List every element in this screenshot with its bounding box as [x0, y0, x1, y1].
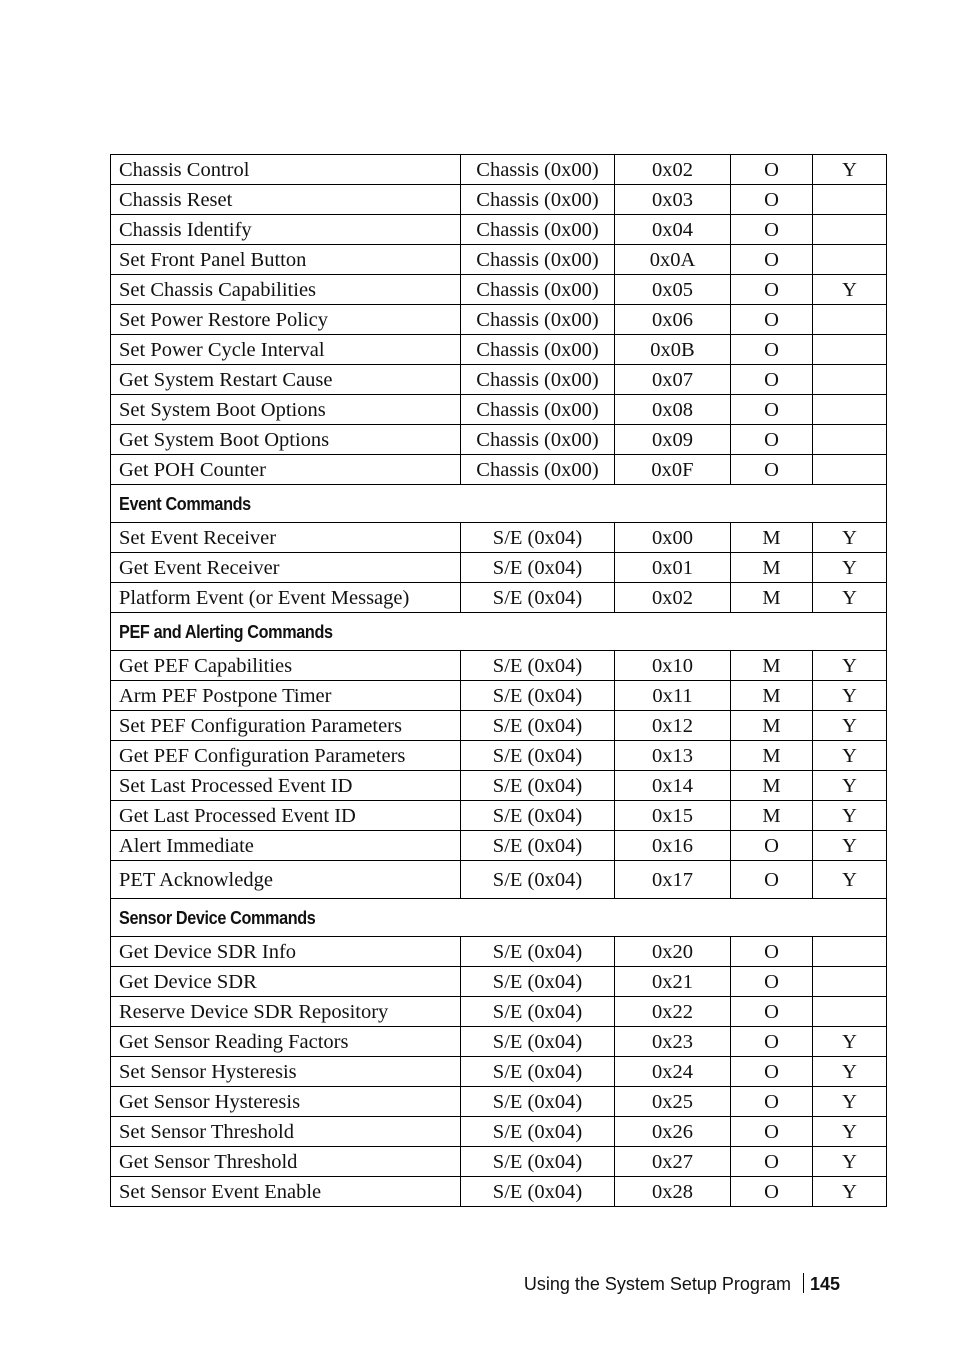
table-row: [111, 681, 887, 711]
netfn-cell: S/E (0x04): [461, 1147, 615, 1177]
netfn-cell: Chassis (0x00): [461, 395, 615, 425]
netfn-cell: S/E (0x04): [461, 801, 615, 831]
table-row: [111, 365, 887, 395]
section-heading-text: PEF and Alerting Commands: [119, 621, 333, 642]
requirement-cell: O: [731, 1117, 813, 1147]
command-code-cell: 0x21: [615, 967, 731, 997]
command-code-cell: 0x00: [615, 523, 731, 553]
supported-cell: Y: [813, 1027, 887, 1057]
command-code-cell: 0x16: [615, 831, 731, 861]
supported-cell: [813, 967, 887, 997]
command-code-cell: 0x04: [615, 215, 731, 245]
command-name-cell: Get Last Processed Event ID: [111, 801, 461, 831]
table-row: [111, 425, 887, 455]
command-name-cell: Chassis Reset: [111, 185, 461, 215]
command-code-cell: 0x13: [615, 741, 731, 771]
supported-cell: Y: [813, 741, 887, 771]
section-heading-row: [111, 485, 887, 523]
supported-cell: [813, 455, 887, 485]
command-code-cell: 0x08: [615, 395, 731, 425]
requirement-cell: O: [731, 1087, 813, 1117]
supported-cell: [813, 395, 887, 425]
command-name-cell: Set PEF Configuration Parameters: [111, 711, 461, 741]
table-row: [111, 275, 887, 305]
command-code-cell: 0x14: [615, 771, 731, 801]
supported-cell: Y: [813, 711, 887, 741]
netfn-cell: S/E (0x04): [461, 681, 615, 711]
requirement-cell: O: [731, 997, 813, 1027]
ipmi-command-table: [110, 154, 887, 1207]
netfn-cell: Chassis (0x00): [461, 455, 615, 485]
table-row: [111, 335, 887, 365]
page-footer: [0, 1273, 840, 1295]
command-code-cell: 0x0A: [615, 245, 731, 275]
requirement-cell: O: [731, 275, 813, 305]
supported-cell: [813, 215, 887, 245]
table-row: [111, 997, 887, 1027]
section-heading-text: Event Commands: [119, 493, 251, 514]
command-name-cell: Get Device SDR Info: [111, 937, 461, 967]
command-name-cell: Platform Event (or Event Message): [111, 583, 461, 613]
supported-cell: Y: [813, 553, 887, 583]
netfn-cell: S/E (0x04): [461, 771, 615, 801]
command-code-cell: 0x27: [615, 1147, 731, 1177]
netfn-cell: S/E (0x04): [461, 1027, 615, 1057]
command-code-cell: 0x05: [615, 275, 731, 305]
requirement-cell: O: [731, 305, 813, 335]
command-code-cell: 0x0F: [615, 455, 731, 485]
netfn-cell: Chassis (0x00): [461, 335, 615, 365]
table-row: [111, 937, 887, 967]
requirement-cell: O: [731, 861, 813, 899]
command-code-cell: 0x28: [615, 1177, 731, 1207]
command-name-cell: Set Chassis Capabilities: [111, 275, 461, 305]
command-code-cell: 0x11: [615, 681, 731, 711]
command-code-cell: 0x22: [615, 997, 731, 1027]
netfn-cell: S/E (0x04): [461, 711, 615, 741]
requirement-cell: M: [731, 523, 813, 553]
supported-cell: Y: [813, 1057, 887, 1087]
footer-section-title: Using the System Setup Program: [523, 1274, 791, 1294]
netfn-cell: S/E (0x04): [461, 861, 615, 899]
command-name-cell: Chassis Control: [111, 155, 461, 185]
table-row: [111, 455, 887, 485]
command-code-cell: 0x02: [615, 583, 731, 613]
requirement-cell: M: [731, 741, 813, 771]
supported-cell: Y: [813, 771, 887, 801]
requirement-cell: O: [731, 155, 813, 185]
supported-cell: [813, 335, 887, 365]
requirement-cell: M: [731, 681, 813, 711]
requirement-cell: O: [731, 1147, 813, 1177]
supported-cell: Y: [813, 275, 887, 305]
table-row: [111, 771, 887, 801]
requirement-cell: O: [731, 365, 813, 395]
section-heading-row: [111, 613, 887, 651]
netfn-cell: Chassis (0x00): [461, 365, 615, 395]
requirement-cell: O: [731, 185, 813, 215]
section-heading: [111, 613, 887, 651]
requirement-cell: M: [731, 651, 813, 681]
command-name-cell: Set Sensor Hysteresis: [111, 1057, 461, 1087]
netfn-cell: Chassis (0x00): [461, 245, 615, 275]
netfn-cell: Chassis (0x00): [461, 425, 615, 455]
table-row: [111, 1177, 887, 1207]
command-name-cell: Get Sensor Hysteresis: [111, 1087, 461, 1117]
table-row: [111, 1087, 887, 1117]
table-row: [111, 305, 887, 335]
command-name-cell: Get Sensor Threshold: [111, 1147, 461, 1177]
section-heading-row: [111, 899, 887, 937]
requirement-cell: O: [731, 215, 813, 245]
command-name-cell: Alert Immediate: [111, 831, 461, 861]
table-row: [111, 967, 887, 997]
supported-cell: [813, 305, 887, 335]
netfn-cell: Chassis (0x00): [461, 155, 615, 185]
supported-cell: Y: [813, 861, 887, 899]
table-row: [111, 395, 887, 425]
page-number: 145: [809, 1274, 840, 1294]
command-name-cell: Set Power Restore Policy: [111, 305, 461, 335]
requirement-cell: O: [731, 937, 813, 967]
requirement-cell: O: [731, 1177, 813, 1207]
netfn-cell: S/E (0x04): [461, 651, 615, 681]
supported-cell: Y: [813, 681, 887, 711]
supported-cell: [813, 937, 887, 967]
ipmi-command-table-body: [111, 155, 887, 1207]
requirement-cell: M: [731, 553, 813, 583]
command-name-cell: Set Front Panel Button: [111, 245, 461, 275]
netfn-cell: S/E (0x04): [461, 1087, 615, 1117]
netfn-cell: S/E (0x04): [461, 583, 615, 613]
supported-cell: Y: [813, 1147, 887, 1177]
table-row: [111, 651, 887, 681]
netfn-cell: S/E (0x04): [461, 741, 615, 771]
command-name-cell: Get System Restart Cause: [111, 365, 461, 395]
netfn-cell: S/E (0x04): [461, 1057, 615, 1087]
supported-cell: Y: [813, 523, 887, 553]
table-row: [111, 1057, 887, 1087]
table-row: [111, 245, 887, 275]
supported-cell: [813, 997, 887, 1027]
requirement-cell: O: [731, 1027, 813, 1057]
requirement-cell: O: [731, 245, 813, 275]
command-code-cell: 0x07: [615, 365, 731, 395]
command-code-cell: 0x01: [615, 553, 731, 583]
command-code-cell: 0x15: [615, 801, 731, 831]
supported-cell: [813, 245, 887, 275]
requirement-cell: O: [731, 831, 813, 861]
command-name-cell: Chassis Identify: [111, 215, 461, 245]
command-code-cell: 0x0B: [615, 335, 731, 365]
requirement-cell: O: [731, 455, 813, 485]
section-heading: [111, 899, 887, 937]
table-row: [111, 741, 887, 771]
netfn-cell: S/E (0x04): [461, 997, 615, 1027]
supported-cell: Y: [813, 583, 887, 613]
supported-cell: [813, 365, 887, 395]
supported-cell: Y: [813, 1087, 887, 1117]
command-code-cell: 0x06: [615, 305, 731, 335]
command-name-cell: Get POH Counter: [111, 455, 461, 485]
command-name-cell: Reserve Device SDR Repository: [111, 997, 461, 1027]
netfn-cell: Chassis (0x00): [461, 305, 615, 335]
netfn-cell: S/E (0x04): [461, 1117, 615, 1147]
command-code-cell: 0x03: [615, 185, 731, 215]
footer-separator: [803, 1273, 804, 1293]
command-code-cell: 0x10: [615, 651, 731, 681]
command-code-cell: 0x24: [615, 1057, 731, 1087]
netfn-cell: Chassis (0x00): [461, 185, 615, 215]
netfn-cell: Chassis (0x00): [461, 215, 615, 245]
command-name-cell: Set System Boot Options: [111, 395, 461, 425]
supported-cell: Y: [813, 1117, 887, 1147]
command-name-cell: Set Event Receiver: [111, 523, 461, 553]
requirement-cell: O: [731, 395, 813, 425]
section-heading-text: Sensor Device Commands: [119, 907, 316, 928]
requirement-cell: O: [731, 335, 813, 365]
table-row: [111, 1147, 887, 1177]
command-name-cell: Set Power Cycle Interval: [111, 335, 461, 365]
table-row: [111, 523, 887, 553]
table-row: [111, 215, 887, 245]
command-code-cell: 0x02: [615, 155, 731, 185]
supported-cell: [813, 185, 887, 215]
requirement-cell: M: [731, 583, 813, 613]
command-name-cell: Set Sensor Event Enable: [111, 1177, 461, 1207]
table-row: [111, 1027, 887, 1057]
netfn-cell: S/E (0x04): [461, 831, 615, 861]
table-row: [111, 155, 887, 185]
command-name-cell: Get System Boot Options: [111, 425, 461, 455]
table-row: [111, 1117, 887, 1147]
requirement-cell: M: [731, 711, 813, 741]
command-code-cell: 0x12: [615, 711, 731, 741]
table-row: [111, 185, 887, 215]
requirement-cell: O: [731, 967, 813, 997]
command-code-cell: 0x23: [615, 1027, 731, 1057]
netfn-cell: S/E (0x04): [461, 553, 615, 583]
netfn-cell: S/E (0x04): [461, 967, 615, 997]
command-code-cell: 0x17: [615, 861, 731, 899]
command-name-cell: Get Sensor Reading Factors: [111, 1027, 461, 1057]
command-code-cell: 0x26: [615, 1117, 731, 1147]
table-row: [111, 583, 887, 613]
supported-cell: Y: [813, 801, 887, 831]
supported-cell: [813, 425, 887, 455]
table-row: [111, 831, 887, 861]
command-name-cell: PET Acknowledge: [111, 861, 461, 899]
command-name-cell: Get PEF Configuration Parameters: [111, 741, 461, 771]
command-code-cell: 0x25: [615, 1087, 731, 1117]
table-row: [111, 861, 887, 899]
command-name-cell: Get PEF Capabilities: [111, 651, 461, 681]
command-code-cell: 0x20: [615, 937, 731, 967]
command-name-cell: Set Last Processed Event ID: [111, 771, 461, 801]
table-row: [111, 553, 887, 583]
section-heading: [111, 485, 887, 523]
supported-cell: Y: [813, 1177, 887, 1207]
netfn-cell: S/E (0x04): [461, 523, 615, 553]
requirement-cell: O: [731, 425, 813, 455]
command-name-cell: Arm PEF Postpone Timer: [111, 681, 461, 711]
requirement-cell: M: [731, 771, 813, 801]
table-row: [111, 801, 887, 831]
command-name-cell: Get Event Receiver: [111, 553, 461, 583]
netfn-cell: S/E (0x04): [461, 1177, 615, 1207]
supported-cell: Y: [813, 155, 887, 185]
requirement-cell: M: [731, 801, 813, 831]
requirement-cell: O: [731, 1057, 813, 1087]
table-row: [111, 711, 887, 741]
command-name-cell: Set Sensor Threshold: [111, 1117, 461, 1147]
command-code-cell: 0x09: [615, 425, 731, 455]
netfn-cell: S/E (0x04): [461, 937, 615, 967]
netfn-cell: Chassis (0x00): [461, 275, 615, 305]
supported-cell: Y: [813, 831, 887, 861]
command-name-cell: Get Device SDR: [111, 967, 461, 997]
supported-cell: Y: [813, 651, 887, 681]
